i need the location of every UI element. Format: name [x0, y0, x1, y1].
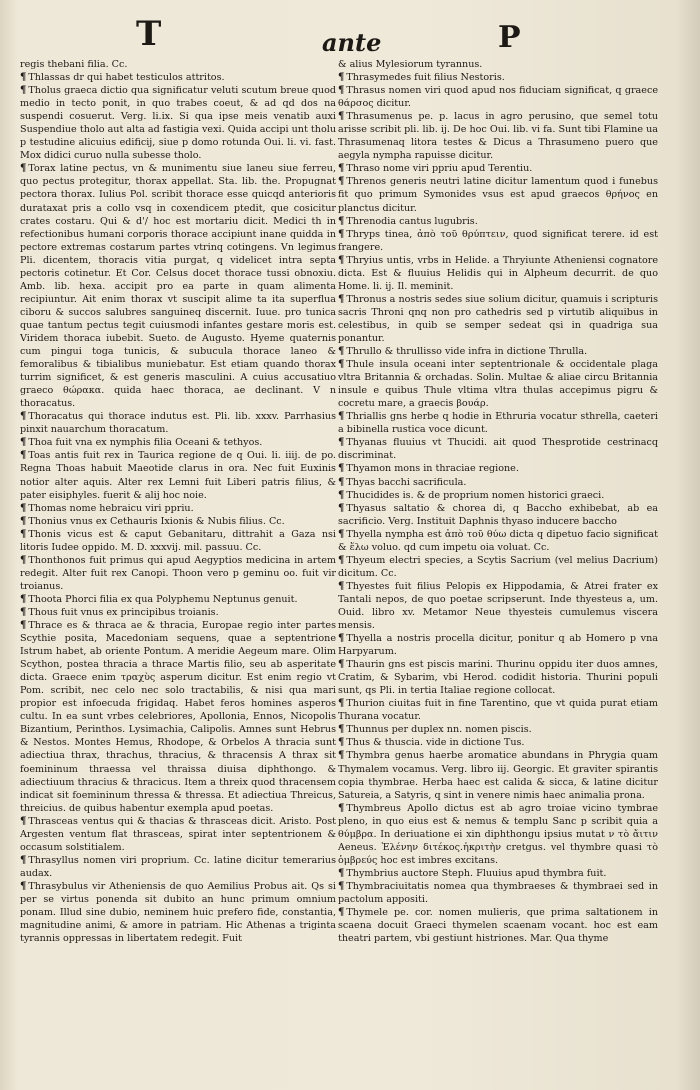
dictionary-entry: ¶ Thyella a nostris procella dicitur, ponitur q ab Homero p vna Harpyarum. — [338, 632, 658, 658]
dictionary-entry: ¶ Thrace es & thraca ae & thracia, Europae regio inter partes Scythie posita, Macedoniam sequens, quae a septentrione Istrum habet, ab oriente Pontum. A meridie Aegeum mare. Olim Scython, postea thracia a thrace Martis filio, seu ab asperitate dicta. Graece enim τραχὺς asperum dicitur. Est enim regio vt Pom. scribit, nec celo nec solo tractabilis, & nisi qua mari propior est infoecuda frigidaq. Habet feros homines asperos cultu. In ea sunt vrbes celebriores, Apollonia, Ennos, Nicopolis Bizantium, Perinthos. Lysimachia, Calipolis. Amnes sunt Hebrus & Nestos. Montes Hemus, Rhodope, & Orbelos A thracia sunt adiectiua thrax, thrachus, thracius, & thracensis A thrax sit foemininum thraessa vel thraissa diuisa diphthongo. & adiectiuum thracius & thracicus. Item a threix quod thracensem indicat sit foemininum thressa & thressa. Et adiectiua Threicus, threicius. de quibus habentur exempla apud poetas. — [20, 619, 336, 815]
dictionary-entry: ¶ Thoracatus qui thorace indutus est. Pli. lib. xxxv. Parrhasius pinxit nauarchum thoracatum. — [20, 410, 336, 436]
dictionary-entry: ¶ Threnodia cantus lugubris. — [338, 215, 658, 228]
dictionary-entry: ¶ Thrasybulus vir Atheniensis de quo Aemilius Probus ait. Qs si per se virtus ponenda sit dubito an hunc primum omnium ponam. Illud sine dubio, neminem huic prefero fide, constantia, magnitudine animi, & amore in patriam. Hic Athenas a triginta tyrannis oppressas in libertatem redegit. Fuit — [20, 880, 336, 945]
dictionary-entry: ¶ Thrasceas ventus qui & thacias & thrasceas dicit. Aristo. Post Argesten ventum flat thrasceas, spirat inter septentrionem & occasum solstitialem. — [20, 815, 336, 854]
dictionary-entry: ¶ Thurion ciuitas fuit in fine Tarentino, que vt quida purat etiam Thurana vocatur. — [338, 697, 658, 723]
dictionary-entry: ¶ Thrullo & thrullisso vide infra in dictione Thrulla. — [338, 345, 658, 358]
dictionary-entry: ¶ Thyasus saltatio & chorea di, q Baccho exhibebat, ab ea sacrificio. Verg. Instituit Daphnis thyaso inducere baccho — [338, 502, 658, 528]
right-column — [338, 58, 658, 1080]
dictionary-entry: ¶ Thyamon mons in thraciae regione. — [338, 462, 658, 475]
dictionary-entry: ¶ Thrasumenus pe. p. lacus in agro perusino, que semel totu arisse scribit pli. lib. ij. De hoc Oui. lib. vi fa. Sunt tibi Flamine ua Thrasumenaq litora testes & Dicus a Thrasumeno puero que aegyla nympha rapuisse dicitur. — [338, 110, 658, 162]
dictionary-entry: ¶ Thunnus per duplex nn. nomen piscis. — [338, 723, 658, 736]
page-header — [0, 14, 700, 60]
dictionary-entry: & alius Mylesiorum tyrannus. — [338, 59, 483, 70]
dictionary-entry: ¶ Thryius untis, vrbs in Helide. a Thryiunte Atheniensi cognatore dicta. Est & fluuius Helidis qui in Alpheum decurrit. de quo Home. li. ij. Il. meminit. — [338, 254, 658, 293]
dictionary-entry: ¶ Thymbra genus haerbe aromatice abundans in Phrygia quam Thymalem vocamus. Verg. libro iij. Georgic. Et graviter spirantis copia thymbrae. Herba haec est calida & sicca, & latine dicitur Satureia, a Satyris, q sint in venere nimis haec animalia prona. — [338, 749, 658, 801]
dictionary-entry: ¶ Thronus a nostris sedes siue solium dicitur, quamuis i scripturis sacris Throni qnq non pro cathedris sed p virtutib aliquibus in celestibus, in quib se semper sedeat qsi in quadriga sua ponantur. — [338, 293, 658, 345]
page-edge-shadow — [676, 0, 700, 1090]
dictionary-entry: ¶ Thrasymedes fuit filius Nestoris. — [338, 71, 658, 84]
dictionary-entry: ¶ Thyestes fuit filius Pelopis ex Hippodamia, & Atrei frater ex Tantali nepos, de quo poetae scripserunt. Inde thyesteus a, um. Ouid. libro xv. Metamor Neue thyesteis cumulemus viscera mensis. — [338, 580, 658, 632]
dictionary-entry: ¶ Thule insula oceani inter septentrionale & occidentale plaga vltra Britannia & orchadas. Solin. Multae & aliae circu Britannia insule e quibus Thule vltima vltra thulas accepimus pigru & cocretu mare, a graecis βουάρ. — [338, 358, 658, 410]
dictionary-entry: ¶ Toas antis fuit rex in Taurica regione de q Oui. li. iiij. de po. Regna Thoas habuit Maeotide clarus in ora. Nec fuit Euxinis notior alter aquis. Alter rex Lemni fuit Liberi patris filius, & pater eisiphyles. fuerit & alij hoc noie. — [20, 449, 336, 501]
dictionary-entry: ¶ Thraso nome viri ppriu apud Terentiu. — [338, 162, 658, 175]
dictionary-entry: regis thebani filia. Cc. — [20, 59, 128, 70]
dictionary-entry: ¶ Thaurin gns est piscis marini. Thurinu oppidu iter duos amnes, Cratim, & Sybarim, vbi Herod. codidit historia. Thurini populi sunt, qs Pli. in tertia Italiae regione collocat. — [338, 658, 658, 697]
dictionary-entry: ¶ Thoa fuit vna ex nymphis filia Oceani & tethyos. — [20, 436, 336, 449]
dictionary-entry: ¶ Thonthonos fuit primus qui apud Aegyptios medicina in artem redegit. Alter fuit rex Canopi. Thoon vero p geminu oo. fuit vir troianus. — [20, 554, 336, 593]
left-column — [20, 58, 336, 1080]
header-letter-left: T — [136, 14, 163, 54]
dictionary-entry: ¶ Thyella nympha est ἀπὸ τοῦ θύω dicta q dipetuo facio significat & ἕλω voluo. qd cum impetu oia voluat. Cc. — [338, 528, 658, 554]
dictionary-entry: ¶ Thrasus nomen viri quod apud nos fiduciam significat, q graece θάρσος dicitur. — [338, 84, 658, 110]
dictionary-entry: ¶ Thymele pe. cor. nomen mulieris, que prima saltationem in scaena docuit Graeci thymelen scaenam vocant. hoc est eam theatri partem, vbi gestiunt histriones. Mar. Qua thyme — [338, 906, 658, 945]
dictionary-entry: ¶ Thyanas fluuius vt Thucidi. ait quod Thesprotide cestrinacq discriminat. — [338, 436, 658, 462]
dictionary-entry: ¶ Thriallis gns herbe q hodie in Ethruria vocatur sthrella, caeteri a bibinella rustica voce dicunt. — [338, 410, 658, 436]
dictionary-entry: ¶ Thymbrius auctore Steph. Fluuius apud thymbra fuit. — [338, 867, 658, 880]
dictionary-entry: ¶ Thous fuit vnus ex principibus troianis. — [20, 606, 336, 619]
header-letter-right: P — [498, 20, 521, 55]
dictionary-entry: ¶ Thomas nome hebraicu viri ppriu. — [20, 502, 336, 515]
dictionary-entry: ¶ Thonis vicus est & caput Gebanitaru, dittrahit a Gaza nsi litoris Iudee oppido. M. D. xxxvij. mil. passuu. Cc. — [20, 528, 336, 554]
dictionary-entry: ¶ Thymbreus Apollo dictus est ab agro troiae vicino tymbrae pleno, in quo eius est & nemus & templu Sanc p scribit quia a θύμβρα. In deriuatione ei xin diphthongu ipsius mutat ν τὸ ἄιτιν Aeneus. Ἑλένην διτέκος.ἡκριτὴν cretgus. vel thymbre quasi τὸ ὁμβρεύς hoc est imbres excitans. — [338, 802, 658, 867]
dictionary-entry: ¶ Thus & thuscia. vide in dictione Tus. — [338, 736, 658, 749]
dictionary-entry: ¶ Thyas bacchi sacrificula. — [338, 476, 658, 489]
dictionary-entry: ¶ Tholus graeca dictio qua significatur veluti scutum breue quod medio in tecto ponit, in quo trabes coeut, & ad qd dos na suspendi cosuerut. Verg. li.ix. Si qua ipse meis venatib auxi Suspendiue tholo aut alta ad fastigia vexi. Quida accipi unt tholu p testudine alicuius edificij, siue p domo rotunda Oui. li. vi. fast. Mox didici curuo nulla subesse tholo. — [20, 84, 336, 162]
dictionary-entry: ¶ Thonius vnus ex Cethauris Ixionis & Nubis filius. Cc. — [20, 515, 336, 528]
dictionary-entry: ¶ Thucidides is. & de proprium nomen historici graeci. — [338, 489, 658, 502]
header-running-word: ante — [322, 28, 382, 57]
dictionary-entry: ¶ Thryps tinea, ἀπὸ τοῦ θρύπτειν, quod significat terere. id est frangere. — [338, 228, 658, 254]
dictionary-entry: ¶ Thoota Phorci filia ex qua Polyphemu Neptunus genuit. — [20, 593, 336, 606]
dictionary-entry: ¶ Thyeum electri species, a Scytis Sacrium (vel melius Dacrium) dicitum. Cc. — [338, 554, 658, 580]
dictionary-entry: ¶ Thrasyllus nomen viri proprium. Cc. latine dicitur temerarius audax. — [20, 854, 336, 880]
dictionary-entry: ¶ Torax latine pectus, vn & munimentu siue laneu siue ferreu, quo pectus protegitur, thorax appellat. Sta. lib. the. Propugnat pectora thorax. Iulius Pol. scribit thorace esse quicqd anterioris durataxat pris a collo vsq in coxendicem ptedit, que cosicitur crates costaru. Qui & d'/ hoc est mortariu dicit. Medici th in refectionibus humani corporis thorace accipiunt inane quidda in pectore extremas costarum partes vtrinq cotingens. Vn legimus Pli. dicentem, thoracis vitia purgat, q videlicet intra septa pectoris cotinetur. Et Cor. Celsus docet thorace tussi obnoxiu. Amb. lib. hexa. accipit pro ea parte in quam alimenta recipiuntur. Ait enim thorax vt suscipit alime ta ita superflua ciboru & succos salubres sanguineq discernit. Iuue. pro tunica quae tantum pectus tegit cuiusmodi infantes gestare moris est. Viridem thoraca iubebit. Sueto. de Augusto. Hyeme quaternis cum pingui toga tunicis, & subucula thorace laneo & femoralibus & tibialibus muniebatur. Est etiam quando thorax turrim significet, & est generis masculini. A cuius accusatiuo graeco θώρακα. quida haec thoraca, ae declinant. V n thoracatus. — [20, 162, 336, 410]
dictionary-entry: ¶ Threnos generis neutri latine dicitur lamentum quod i funebus fit quo primum Symonides vsus est apud graecos θρήνος en planctus dicitur. — [338, 175, 658, 214]
dictionary-entry: ¶ Thlassas dr qui habet testiculos attritos. — [20, 71, 336, 84]
dictionary-entry: ¶ Thymbraciuitatis nomea qua thymbraeses & thymbraei sed in pactolum appositi. — [338, 880, 658, 906]
